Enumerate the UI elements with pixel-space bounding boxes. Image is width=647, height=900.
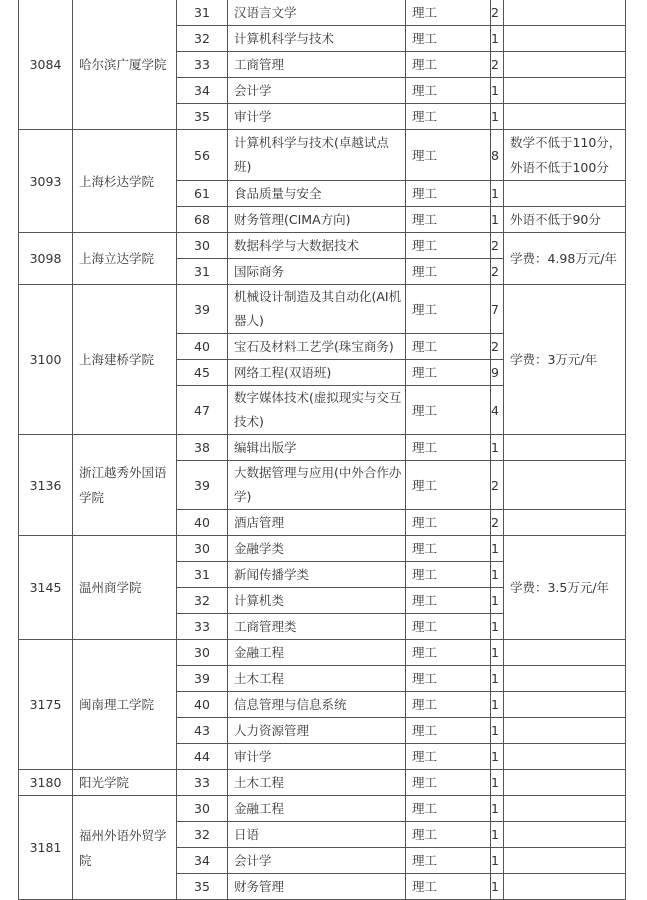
major-name: 会计学 — [228, 848, 406, 874]
school-note: 学费：3.5万元/年 — [503, 536, 625, 640]
major-number: 32 — [177, 26, 228, 52]
subject-category: 理工 — [406, 130, 491, 181]
major-number: 47 — [177, 386, 228, 435]
enrollment-count: 2 — [491, 52, 504, 78]
major-name: 会计学 — [228, 78, 406, 104]
subject-category: 理工 — [406, 640, 491, 666]
major-note — [503, 666, 625, 692]
enrollment-count: 1 — [491, 26, 504, 52]
subject-category: 理工 — [406, 334, 491, 360]
major-number: 39 — [177, 285, 228, 334]
school-code: 3093 — [19, 130, 73, 233]
enrollment-count: 2 — [491, 334, 504, 360]
major-name: 数字媒体技术(虚拟现实与交互技术) — [228, 386, 406, 435]
school-code: 3175 — [19, 640, 73, 770]
major-number: 45 — [177, 360, 228, 386]
school-code: 3180 — [19, 770, 73, 796]
enrollment-count: 1 — [491, 104, 504, 130]
major-name: 审计学 — [228, 744, 406, 770]
major-note — [503, 822, 625, 848]
major-number: 33 — [177, 614, 228, 640]
major-name: 金融工程 — [228, 796, 406, 822]
enrollment-count: 1 — [491, 614, 504, 640]
table-row — [19, 435, 626, 461]
major-number: 33 — [177, 52, 228, 78]
subject-category: 理工 — [406, 461, 491, 510]
subject-category: 理工 — [406, 510, 491, 536]
major-note — [503, 796, 625, 822]
admission-table — [18, 0, 626, 900]
enrollment-count: 2 — [491, 461, 504, 510]
enrollment-count: 8 — [491, 130, 504, 181]
major-name: 数据科学与大数据技术 — [228, 233, 406, 259]
major-number: 44 — [177, 744, 228, 770]
subject-category: 理工 — [406, 796, 491, 822]
enrollment-count: 1 — [491, 435, 504, 461]
major-note — [503, 510, 625, 536]
school-name: 上海建桥学院 — [73, 285, 177, 435]
major-number: 43 — [177, 718, 228, 744]
subject-category: 理工 — [406, 744, 491, 770]
major-number: 31 — [177, 259, 228, 285]
major-name: 计算机科学与技术(卓越试点班) — [228, 130, 406, 181]
subject-category: 理工 — [406, 207, 491, 233]
enrollment-count: 1 — [491, 588, 504, 614]
enrollment-count: 1 — [491, 874, 504, 900]
major-number: 30 — [177, 536, 228, 562]
major-note — [503, 0, 625, 26]
enrollment-count: 7 — [491, 285, 504, 334]
major-number: 56 — [177, 130, 228, 181]
major-number: 39 — [177, 666, 228, 692]
enrollment-count: 2 — [491, 233, 504, 259]
major-name: 计算机科学与技术 — [228, 26, 406, 52]
school-name: 哈尔滨广厦学院 — [73, 0, 177, 130]
major-note — [503, 640, 625, 666]
subject-category: 理工 — [406, 588, 491, 614]
school-note: 学费：4.98万元/年 — [503, 233, 625, 285]
major-name: 新闻传播学类 — [228, 562, 406, 588]
enrollment-count: 2 — [491, 0, 504, 26]
enrollment-count: 2 — [491, 259, 504, 285]
major-note — [503, 461, 625, 510]
subject-category: 理工 — [406, 386, 491, 435]
major-number: 30 — [177, 233, 228, 259]
enrollment-count: 1 — [491, 562, 504, 588]
subject-category: 理工 — [406, 52, 491, 78]
enrollment-count: 1 — [491, 181, 504, 207]
major-note — [503, 874, 625, 900]
table-row — [19, 285, 626, 334]
enrollment-count: 1 — [491, 822, 504, 848]
subject-category: 理工 — [406, 666, 491, 692]
table-row — [19, 640, 626, 666]
subject-category: 理工 — [406, 435, 491, 461]
major-number: 31 — [177, 0, 228, 26]
school-name: 福州外语外贸学院 — [73, 796, 177, 900]
enrollment-count: 1 — [491, 770, 504, 796]
subject-category: 理工 — [406, 360, 491, 386]
subject-category: 理工 — [406, 614, 491, 640]
school-note: 学费：3万元/年 — [503, 285, 625, 435]
enrollment-count: 1 — [491, 207, 504, 233]
subject-category: 理工 — [406, 0, 491, 26]
school-name: 阳光学院 — [73, 770, 177, 796]
major-number: 40 — [177, 510, 228, 536]
enrollment-count: 1 — [491, 848, 504, 874]
table-row — [19, 770, 626, 796]
table-row — [19, 130, 626, 181]
school-name: 温州商学院 — [73, 536, 177, 640]
subject-category: 理工 — [406, 874, 491, 900]
major-number: 39 — [177, 461, 228, 510]
subject-category: 理工 — [406, 562, 491, 588]
major-name: 金融学类 — [228, 536, 406, 562]
major-name: 宝石及材料工艺学(珠宝商务) — [228, 334, 406, 360]
school-code: 3098 — [19, 233, 73, 285]
major-name: 财务管理(CIMA方向) — [228, 207, 406, 233]
subject-category: 理工 — [406, 822, 491, 848]
table-row — [19, 0, 626, 26]
subject-category: 理工 — [406, 78, 491, 104]
school-code: 3084 — [19, 0, 73, 130]
major-name: 金融工程 — [228, 640, 406, 666]
subject-category: 理工 — [406, 285, 491, 334]
major-name: 机械设计制造及其自动化(AI机器人) — [228, 285, 406, 334]
major-note — [503, 744, 625, 770]
enrollment-count: 1 — [491, 78, 504, 104]
enrollment-count: 1 — [491, 536, 504, 562]
school-code: 3145 — [19, 536, 73, 640]
major-name: 工商管理 — [228, 52, 406, 78]
enrollment-count: 1 — [491, 796, 504, 822]
major-name: 财务管理 — [228, 874, 406, 900]
subject-category: 理工 — [406, 536, 491, 562]
table-row — [19, 796, 626, 822]
major-name: 工商管理类 — [228, 614, 406, 640]
school-name: 闽南理工学院 — [73, 640, 177, 770]
major-name: 人力资源管理 — [228, 718, 406, 744]
enrollment-count: 2 — [491, 510, 504, 536]
school-code: 3181 — [19, 796, 73, 900]
subject-category: 理工 — [406, 718, 491, 744]
major-note — [503, 78, 625, 104]
major-note — [503, 52, 625, 78]
enrollment-count: 9 — [491, 360, 504, 386]
major-note — [503, 770, 625, 796]
major-number: 68 — [177, 207, 228, 233]
major-number: 35 — [177, 874, 228, 900]
major-name: 土木工程 — [228, 770, 406, 796]
subject-category: 理工 — [406, 104, 491, 130]
enrollment-count: 1 — [491, 692, 504, 718]
table-row — [19, 536, 626, 562]
major-number: 38 — [177, 435, 228, 461]
enrollment-count: 1 — [491, 640, 504, 666]
major-note — [503, 435, 625, 461]
major-name: 日语 — [228, 822, 406, 848]
school-code: 3100 — [19, 285, 73, 435]
major-number: 33 — [177, 770, 228, 796]
major-name: 网络工程(双语班) — [228, 360, 406, 386]
major-note — [503, 26, 625, 52]
major-name: 国际商务 — [228, 259, 406, 285]
major-note — [503, 104, 625, 130]
major-number: 32 — [177, 822, 228, 848]
school-code: 3136 — [19, 435, 73, 536]
major-note — [503, 181, 625, 207]
subject-category: 理工 — [406, 233, 491, 259]
major-number: 40 — [177, 334, 228, 360]
table-row — [19, 233, 626, 259]
enrollment-count: 4 — [491, 386, 504, 435]
major-name: 土木工程 — [228, 666, 406, 692]
major-note — [503, 718, 625, 744]
major-name: 计算机类 — [228, 588, 406, 614]
school-name: 上海立达学院 — [73, 233, 177, 285]
major-number: 30 — [177, 796, 228, 822]
major-note — [503, 692, 625, 718]
major-name: 信息管理与信息系统 — [228, 692, 406, 718]
major-name: 大数据管理与应用(中外合作办学) — [228, 461, 406, 510]
major-number: 30 — [177, 640, 228, 666]
major-name: 编辑出版学 — [228, 435, 406, 461]
subject-category: 理工 — [406, 26, 491, 52]
school-name: 上海杉达学院 — [73, 130, 177, 233]
major-number: 32 — [177, 588, 228, 614]
enrollment-count: 1 — [491, 744, 504, 770]
major-number: 61 — [177, 181, 228, 207]
major-number: 35 — [177, 104, 228, 130]
subject-category: 理工 — [406, 181, 491, 207]
enrollment-count: 1 — [491, 718, 504, 744]
subject-category: 理工 — [406, 259, 491, 285]
subject-category: 理工 — [406, 770, 491, 796]
major-number: 31 — [177, 562, 228, 588]
major-number: 34 — [177, 848, 228, 874]
major-name: 酒店管理 — [228, 510, 406, 536]
subject-category: 理工 — [406, 848, 491, 874]
school-name: 浙江越秀外国语学院 — [73, 435, 177, 536]
major-name: 审计学 — [228, 104, 406, 130]
major-number: 40 — [177, 692, 228, 718]
enrollment-count: 1 — [491, 666, 504, 692]
major-name: 汉语言文学 — [228, 0, 406, 26]
major-number: 34 — [177, 78, 228, 104]
major-note: 外语不低于90分 — [503, 207, 625, 233]
major-note: 数学不低于110分，外语不低于100分 — [503, 130, 625, 181]
major-note — [503, 848, 625, 874]
major-name: 食品质量与安全 — [228, 181, 406, 207]
subject-category: 理工 — [406, 692, 491, 718]
